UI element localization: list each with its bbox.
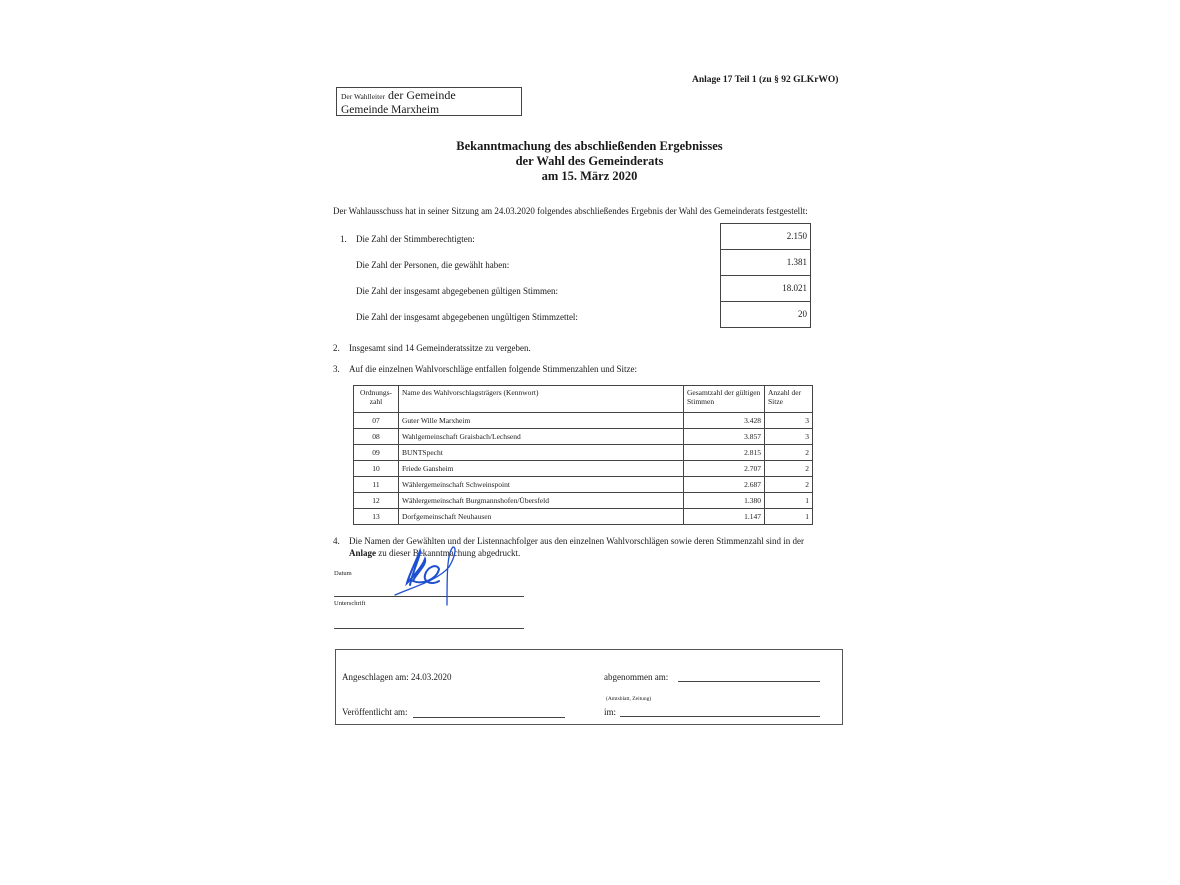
header-seats: Anzahl der Sitze: [765, 386, 813, 413]
table-row: [354, 477, 813, 493]
medium-hint: (Amtsblatt, Zeitung): [606, 696, 652, 702]
header-order-number: Ordnungs-zahl: [354, 386, 399, 413]
table-row: [354, 461, 813, 477]
header-party-name: Name des Wahlvorschlagsträgers (Kennwort): [399, 386, 684, 413]
section1-label-2: Die Zahl der Personen, die gewählt haben:: [356, 260, 510, 270]
sender-label-small: Der Wahlleiter: [341, 92, 386, 101]
row-party-name: Dorfgemeinschaft Neuhausen: [399, 509, 684, 525]
section1-item-2: [356, 260, 509, 270]
title-line-2: der Wahl des Gemeinderats: [515, 154, 664, 168]
row-seats: 1: [765, 493, 813, 509]
section1-label-4: Die Zahl der insgesamt abgegebenen ungültigen Stimmzettel:: [356, 312, 578, 322]
section1-item-3: [356, 286, 558, 296]
in-label: im:: [604, 707, 617, 717]
row-order-number: 09: [354, 445, 399, 461]
title-line-3: am 15. März 2020: [541, 169, 638, 183]
section2-number: 2.: [333, 343, 340, 353]
row-votes: 3.428: [684, 413, 765, 429]
section1-values-box: [720, 223, 811, 328]
section1-number: 1.: [340, 234, 347, 244]
row-order-number: 11: [354, 477, 399, 493]
row-party-name: Wählergemeinschaft Schweinspoint: [399, 477, 684, 493]
row-votes: 2.687: [684, 477, 765, 493]
row-votes: 2.707: [684, 461, 765, 477]
posting-record-box: [335, 649, 843, 725]
posted-date: Angeschlagen am: 24.03.2020: [342, 672, 452, 682]
row-votes: 1.380: [684, 493, 765, 509]
table-row: [354, 413, 813, 429]
results-table-header: [354, 386, 813, 413]
sender-name: Gemeinde Marxheim: [341, 104, 440, 116]
row-order-number: 12: [354, 493, 399, 509]
handwritten-signature: [393, 545, 473, 607]
header-valid-votes: Gesamtzahl der gültigen Stimmen: [684, 386, 765, 413]
row-party-name: Wahlgemeinschaft Graisbach/Lechsend: [399, 429, 684, 445]
row-seats: 2: [765, 461, 813, 477]
table-row: [354, 445, 813, 461]
row-order-number: 07: [354, 413, 399, 429]
signature-line: [334, 628, 524, 629]
section3-number: 3.: [333, 364, 340, 374]
row-votes: 1.147: [684, 509, 765, 525]
intro-text: Der Wahlausschuss hat in seiner Sitzung am 24.03.2020 folgendes abschließendes Ergebnis der Wahl des Gemeinderats festgestellt:: [333, 206, 808, 216]
title-line-1: Bekanntmachung des abschließenden Ergebnisses: [456, 139, 723, 153]
section2-text: Insgesamt sind 14 Gemeinderatssitze zu vergeben.: [349, 343, 531, 353]
published-label: Veröffentlicht am:: [342, 707, 408, 717]
row-order-number: 13: [354, 509, 399, 525]
row-party-name: Wählergemeinschaft Burgmannshofen/Übersfeld: [399, 493, 684, 509]
section1-item-4: [356, 312, 578, 322]
section1-item-1: [340, 234, 475, 244]
removed-label: abgenommen am:: [604, 672, 669, 682]
row-seats: 3: [765, 429, 813, 445]
medium-line[interactable]: [620, 716, 820, 717]
sender-box: [336, 87, 522, 116]
row-seats: 1: [765, 509, 813, 525]
published-date-line[interactable]: [413, 717, 565, 718]
table-row: [354, 429, 813, 445]
value-persons-voted: 1.381: [721, 250, 810, 276]
sender-label-large: der Gemeinde: [388, 88, 456, 102]
removed-date-line[interactable]: [678, 681, 820, 682]
section4-text-b: zu dieser Bekanntmachung abgedruckt.: [378, 548, 521, 558]
table-row: [354, 493, 813, 509]
row-seats: 3: [765, 413, 813, 429]
sender-label: [341, 89, 517, 103]
signature-stroke-1: [407, 551, 439, 585]
row-order-number: 08: [354, 429, 399, 445]
results-table: [353, 385, 813, 525]
value-invalid-ballots: 20: [798, 309, 807, 319]
row-party-name: Guter Wille Marxheim: [399, 413, 684, 429]
date-label: Datum: [334, 570, 352, 577]
section1-label-3: Die Zahl der insgesamt abgegebenen gültigen Stimmen:: [356, 286, 558, 296]
value-valid-votes: 18.021: [721, 276, 810, 302]
row-seats: 2: [765, 477, 813, 493]
row-party-name: BUNTSpecht: [399, 445, 684, 461]
value-eligible-voters: 2.150: [721, 224, 810, 250]
section4-text-a: Die Namen der Gewählten und der Listennachfolger aus den einzelnen Wahlvorschlägen sowie deren Stimmenzahl sind in der: [349, 536, 804, 546]
annex-reference: Anlage 17 Teil 1 (zu § 92 GLKrWO): [692, 75, 839, 85]
signature-label: Unterschrift: [334, 600, 366, 607]
document-title: [336, 139, 843, 184]
row-party-name: Friede Gansheim: [399, 461, 684, 477]
section2: [333, 343, 531, 353]
section1-label-1: Die Zahl der Stimmberechtigten:: [356, 234, 475, 244]
section3: [333, 364, 637, 374]
table-row: [354, 509, 813, 525]
row-order-number: 10: [354, 461, 399, 477]
section3-text: Auf die einzelnen Wahlvorschläge entfallen folgende Stimmenzahlen und Sitze:: [349, 364, 638, 374]
section4-bold-annex: Anlage: [349, 548, 376, 558]
row-seats: 2: [765, 445, 813, 461]
row-votes: 2.815: [684, 445, 765, 461]
section4-number: 4.: [333, 536, 340, 546]
row-votes: 3.857: [684, 429, 765, 445]
